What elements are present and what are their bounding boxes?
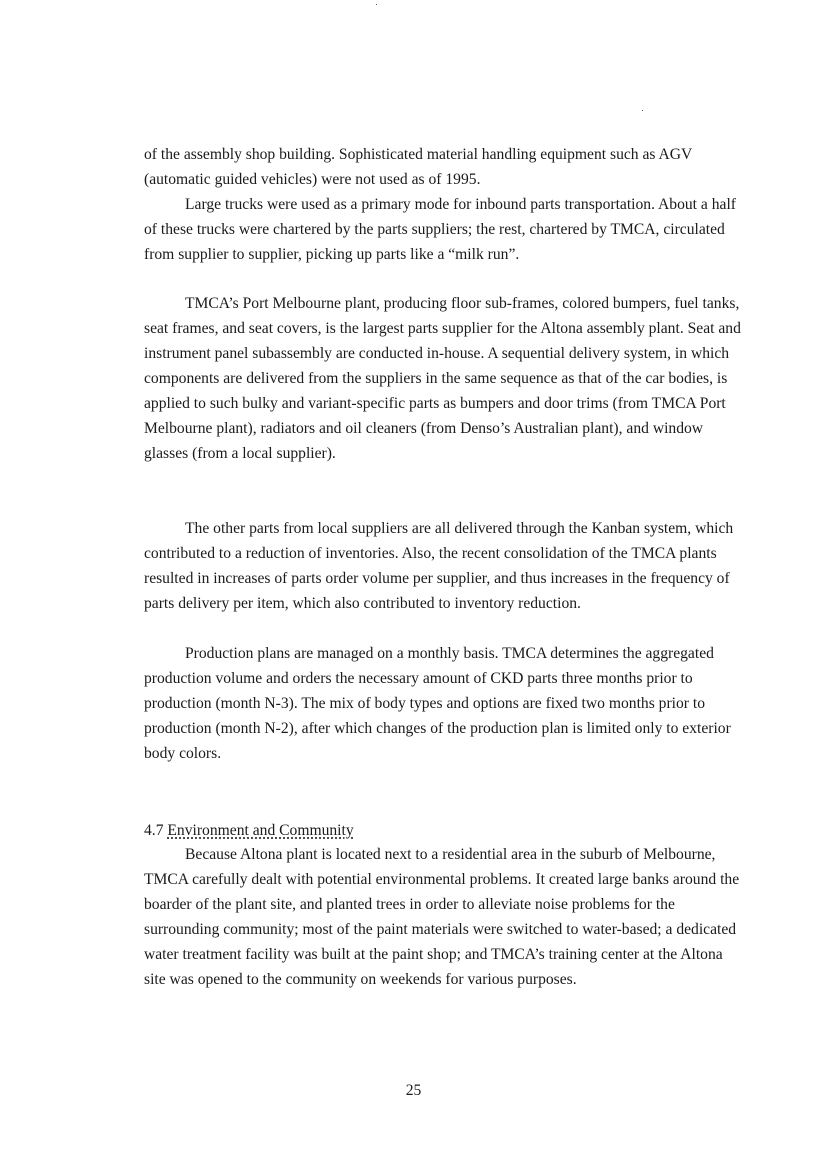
scan-speck (642, 110, 643, 111)
paragraph-port-melbourne: TMCA’s Port Melbourne plant, producing floor sub-frames, colored bumpers, fuel tanks, seat frames, and seat covers, is the largest parts supplier for the Altona assembly plant. Seat and instrument panel subassembly are conducted in-house. A sequential delivery system, in which components are delivered from the suppliers in the same sequence as that of the car bodies, is applied to such bulky and variant-specific parts as bumpers and door trims (from TMCA Port Melbourne plant), radiators and oil cleaners (from Denso’s Australian plant), and window glasses (from a local supplier). (144, 295, 741, 462)
paragraph-continuation: of the assembly shop building. Sophisticated material handling equipment such as AGV (automatic guided vehicles) were not used as of 1995. (144, 146, 693, 188)
paragraph-environment: Because Altona plant is located next to a residential area in the suburb of Melbourne, TMCA carefully dealt with potential environmental problems. It created large banks around the boarder of the plant site, and planted trees in order to alleviate noise problems for the surrounding community; most of the paint materials were switched to water-based; a dedicated water treatment facility was built at the paint shop; and TMCA’s training center at the Altona site was opened to the community on weekends for various purposes. (144, 846, 740, 988)
paragraph-production-plans: Production plans are managed on a monthly basis. TMCA determines the aggregated production volume and orders the necessary amount of CKD parts three months prior to production (month N-3). The mix of body types and options are fixed two months prior to production (month N-2), after which changes of the production plan is limited only to exterior body colors. (144, 645, 731, 762)
paragraph-kanban: The other parts from local suppliers are all delivered through the Kanban system, which contributed to a reduction of inventories. Also, the recent consolidation of the TMCA plants resulted in increases of parts order volume per supplier, and thus increases in the frequency of parts delivery per item, which also contributed to inventory reduction. (144, 520, 734, 612)
section-title: Environment and Community (167, 822, 354, 839)
section-heading (144, 818, 354, 843)
paragraph-trucks: Large trucks were used as a primary mode for inbound parts transportation. About a half of these trucks were chartered by the parts suppliers; the rest, chartered by TMCA, circulated from supplier to supplier, picking up parts like a “milk run”. (144, 196, 736, 263)
page-number: 25 (405, 1082, 422, 1099)
section-number: 4.7 (144, 822, 164, 839)
scan-speck (376, 4, 377, 5)
